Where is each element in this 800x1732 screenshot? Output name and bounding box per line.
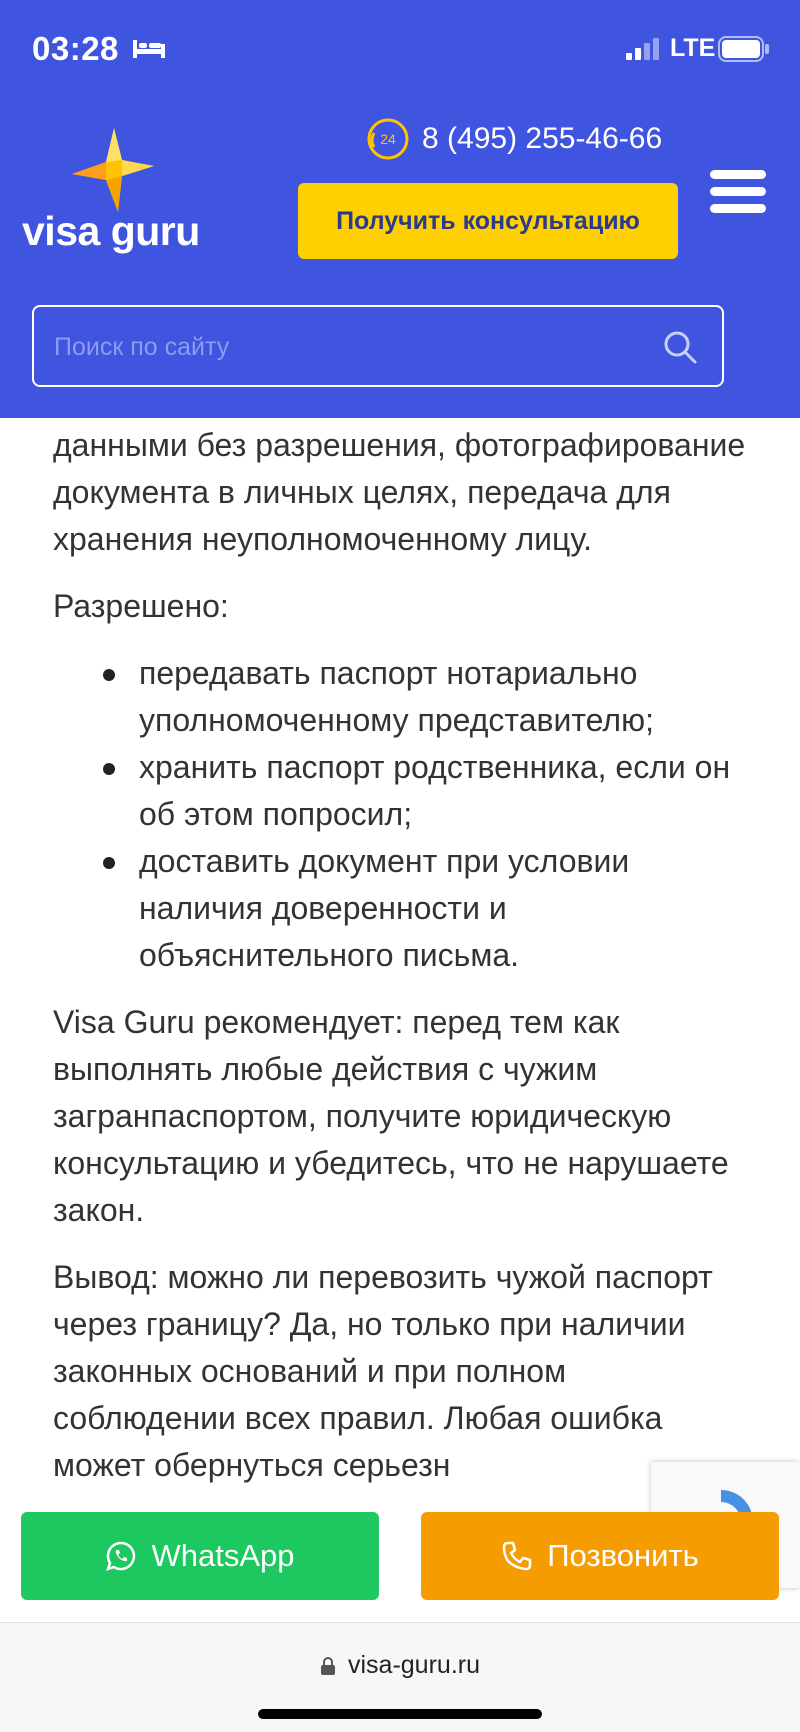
phone-icon-label: 24 — [380, 131, 396, 147]
battery-icon — [718, 36, 770, 62]
site-header — [0, 0, 800, 418]
phone-icon — [501, 1540, 533, 1572]
get-consultation-button[interactable]: Получить консультацию — [298, 183, 678, 259]
lock-icon — [320, 1656, 336, 1676]
address-bar[interactable] — [0, 1651, 800, 1680]
article-paragraph: Visa Guru рекомендует: перед тем как выполнять любые действия с чужим загранпаспортом, получите юридическую консультацию и убедитесь, что не нарушаете закон. — [53, 1004, 729, 1228]
browser-bottom-bar — [0, 1622, 800, 1732]
hamburger-menu-icon[interactable] — [710, 170, 766, 216]
phone-24-icon — [366, 117, 410, 161]
call-button[interactable] — [421, 1512, 779, 1600]
search-input[interactable] — [54, 327, 634, 367]
home-indicator[interactable] — [258, 1709, 542, 1719]
allowed-list — [53, 650, 753, 979]
star-logo-icon — [62, 126, 158, 214]
article-content — [53, 418, 753, 1509]
status-time: 03:28 — [32, 30, 119, 67]
whatsapp-icon — [105, 1540, 137, 1572]
visa-guru-logo[interactable] — [22, 126, 202, 256]
logo-text: visa guru — [22, 208, 200, 254]
phone-link[interactable] — [366, 114, 662, 164]
status-bar — [0, 0, 800, 100]
whatsapp-label: WhatsApp — [151, 1538, 295, 1573]
list-item: хранить паспорт родственника, если он об этом попросил; — [53, 744, 753, 838]
network-type: LTE — [670, 34, 716, 62]
article-paragraph: Вывод: можно ли перевозить чужой паспорт через границу? Да, но только при наличии законных оснований и при полном соблюдении всех правил. Любая ошибка может обернуться серьезн — [53, 1259, 713, 1483]
call-label: Позвонить — [547, 1538, 699, 1573]
article-paragraph: данными без разрешения, фотографирование документа в личных целях, передача для хранения неуполномоченному лицу. — [53, 427, 746, 557]
list-item: передавать паспорт нотариально уполномоченному представителю; — [53, 650, 753, 744]
article-paragraph: Разрешено: — [53, 588, 229, 624]
url-text: visa-guru.ru — [348, 1651, 480, 1679]
search-icon[interactable] — [662, 329, 698, 365]
phone-number[interactable]: 8 (495) 255-46-66 — [422, 122, 663, 155]
whatsapp-button[interactable] — [21, 1512, 379, 1600]
search-bar[interactable] — [32, 305, 724, 387]
signal-icon — [626, 38, 662, 60]
sleep-mode-icon — [132, 36, 166, 60]
list-item: доставить документ при условии наличия доверенности и объяснительного письма. — [53, 838, 753, 979]
